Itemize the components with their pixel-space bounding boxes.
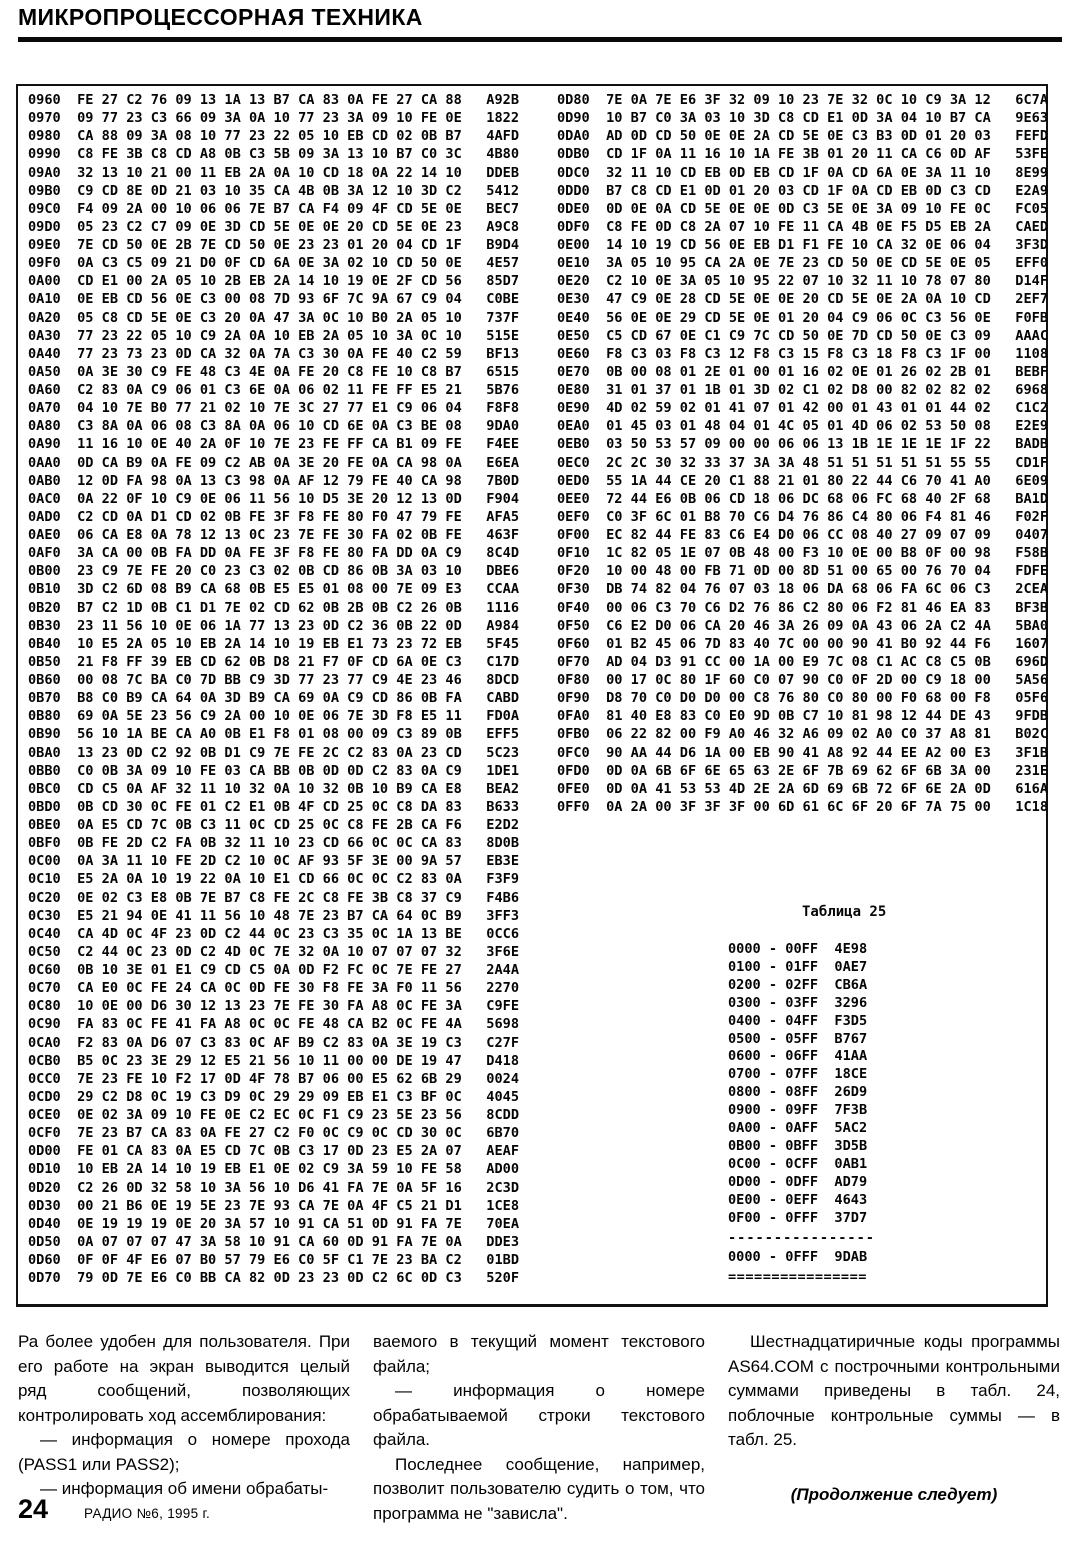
article-paragraph: Ра более удобен для пользователя. При его работе на экран выводится целый ряд сообщений, позволяющих контролировать ход ассемблирования:: [18, 1332, 350, 1425]
hex-line: 0E20 C2 10 0E 3A 05 10 95 22 07 10 32 11 10 78 07 80 D14F: [557, 273, 1049, 290]
hex-line: 0BE0 0A E5 CD 7C 0B C3 11 0C CD 25 0C C8 FE 2B CA F6 E2D2: [28, 817, 520, 833]
hex-line: 0B50 21 F8 FF 39 EB CD 62 0B D8 21 F7 0F CD 6A 0E C3 C17D: [28, 653, 520, 670]
hex-line: 0970 09 77 23 C3 66 09 3A 0A 10 77 23 3A 09 10 FE 0E 1822: [28, 110, 520, 127]
hex-line: 0B70 B8 C0 B9 CA 64 0A 3D B9 CA 69 0A C9 CD 86 0B FA CABD: [28, 690, 520, 707]
hex-line: 0C30 E5 21 94 0E 41 11 56 10 48 7E 23 B7 CA 64 0C B9 3FF3: [28, 907, 520, 924]
hex-line: 0A00 CD E1 00 2A 05 10 2B EB 2A 14 10 19 0E 2F CD 56 85D7: [28, 273, 520, 290]
hex-line: 0DC0 32 11 10 CD EB 0D EB CD 1F 0A CD 6A 0E 3A 11 10 8E99: [557, 164, 1049, 181]
hex-line: 0DB0 CD 1F 0A 11 16 10 1A FE 3B 01 20 11 CA C6 0D AF 53FE: [557, 146, 1049, 163]
hex-line: 0E50 C5 CD 67 0E C1 C9 7C CD 50 0E 7D CD 50 0E C3 09 AAAC: [557, 327, 1049, 344]
hex-line: 0F30 DB 74 82 04 76 07 03 18 06 DA 68 06 FA 6C 06 C3 2CEA: [557, 581, 1049, 598]
hex-line: 0B10 3D C2 6D 08 B9 CA 68 0B E5 E5 01 08 00 7E 09 E3 CCAA: [28, 581, 520, 598]
hex-line: 0DD0 B7 C8 CD E1 0D 01 20 03 CD 1F 0A CD EB 0D C3 CD E2A9: [557, 182, 1049, 199]
hex-line: 0E90 4D 02 59 02 01 41 07 01 42 00 01 43 01 01 44 02 C1C2: [557, 400, 1049, 417]
hex-line: 0E80 31 01 37 01 1B 01 3D 02 C1 02 D8 00 82 02 82 02 6968: [557, 382, 1049, 398]
hex-line: 0AD0 C2 CD 0A D1 CD 02 0B FE 3F F8 FE 80 F0 47 79 FE AFA5: [28, 508, 520, 525]
hex-line: 09E0 7E CD 50 0E 2B 7E CD 50 0E 23 23 01 20 04 CD 1F B9D4: [28, 237, 520, 253]
hex-listing-box: [16, 84, 1048, 1307]
block-checksum-row: 0100 - 01FF 0AE7: [728, 958, 868, 975]
article-paragraph: — информация о номере прохода (PASS1 или PASS2);: [18, 1430, 350, 1474]
section-masthead: [18, 4, 1062, 42]
block-checksum-row: 0B00 - 0BFF 3D5B: [728, 1137, 868, 1154]
hex-line: 0E60 F8 C3 03 F8 C3 12 F8 C3 15 F8 C3 18 F8 C3 1F 00 1108: [557, 345, 1049, 362]
hex-line: 0E40 56 0E 0E 29 CD 5E 0E 01 20 04 C9 06 0C C3 56 0E F0FB: [557, 309, 1049, 326]
hex-line: 0DA0 AD 0D CD 50 0E 0E 2A CD 5E 0E C3 B3 0D 01 20 03 FEFD: [557, 128, 1049, 145]
hex-line: 0FA0 81 40 E8 83 C0 E0 9D 0B C7 10 81 98 12 44 DE 43 9FDB: [557, 708, 1049, 725]
block-checksum-row: 0900 - 09FF 7F3B: [728, 1102, 868, 1119]
hex-line: 0AA0 0D CA B9 0A FE 09 C2 AB 0A 3E 20 FE 0A CA 98 0A E6EA: [28, 454, 520, 471]
hex-line: 0D80 7E 0A 7E E6 3F 32 09 10 23 7E 32 0C 10 C9 3A 12 6C7A: [557, 92, 1049, 108]
article-paragraph: Последнее сообщение, например, позволит пользователю судить о том, что программа не "зависла".: [373, 1454, 705, 1523]
block-checksum-row: 0500 - 05FF B767: [728, 1030, 868, 1047]
hex-line: 0C20 0E 02 C3 E8 0B 7E B7 C8 FE 2C C8 FE 3B C8 37 C9 F4B6: [28, 889, 520, 906]
block-checksum-row: 0A00 - 0AFF 5AC2: [728, 1120, 868, 1137]
block-checksum-row: 0600 - 06FF 41AA: [728, 1048, 868, 1065]
block-checksum-row: 0F00 - 0FFF 37D7: [728, 1209, 868, 1226]
hex-line: 0D10 10 EB 2A 14 10 19 EB E1 0E 02 C9 3A 59 10 FE 58 AD00: [28, 1161, 520, 1178]
page-footer: [18, 1494, 210, 1525]
hex-line: 0CD0 29 C2 D8 0C 19 C3 D9 0C 29 29 09 EB E1 C3 BF 0C 4045: [28, 1088, 520, 1105]
hex-line: 0ED0 55 1A 44 CE 20 C1 88 21 01 80 22 44 C6 70 41 A0 6E09: [557, 472, 1049, 489]
hex-line: 0FE0 0D 0A 41 53 53 4D 2E 2A 6D 69 6B 72 6F 6E 2A 0D 616A: [557, 780, 1049, 797]
hex-line: 0FB0 06 22 82 00 F9 A0 46 32 A6 09 02 A0 C0 37 A8 81 B02C: [557, 726, 1049, 743]
hex-line: 0E10 3A 05 10 95 CA 2A 0E 7E 23 CD 50 0E CD 5E 0E 05 EFF0: [557, 255, 1049, 272]
hex-line: 0B30 23 11 56 10 0E 06 1A 77 13 23 0D C2 36 0B 22 0D A984: [28, 617, 520, 634]
hex-line: 0C40 CA 4D 0C 4F 23 0D C2 44 0C 23 C3 35 0C 1A 13 BE 0CC6: [28, 925, 520, 942]
hex-line: 0AB0 12 0D FA 98 0A 13 C3 98 0A AF 12 79 FE 40 CA 98 7B0D: [28, 472, 520, 489]
hex-line: 0A60 C2 83 0A C9 06 01 C3 6E 0A 06 02 11 FE FF E5 21 5B76: [28, 382, 520, 398]
hex-line: 0EB0 03 50 53 57 09 00 00 06 06 13 1B 1E 1E 1E 1F 22 BADB: [557, 436, 1049, 453]
page-number: 24: [18, 1494, 49, 1524]
hex-line: 0F90 D8 70 C0 D0 D0 00 C8 76 80 C0 80 00 F0 68 00 F8 05F6: [557, 690, 1049, 707]
hex-line: 0BC0 CD C5 0A AF 32 11 10 32 0A 10 32 0B 10 B9 CA E8 BEA2: [28, 780, 520, 797]
article-column-3: [728, 1330, 1060, 1526]
block-checksum-row: 0300 - 03FF 3296: [728, 994, 868, 1011]
hex-line: 0BF0 0B FE 2D C2 FA 0B 32 11 10 23 CD 66 0C 0C CA 83 8D0B: [28, 835, 520, 852]
hex-line: 0FF0 0A 2A 00 3F 3F 3F 00 6D 61 6C 6F 20 6F 7A 75 00 1C18: [557, 798, 1049, 815]
hex-line: 0D50 0A 07 07 07 47 3A 58 10 91 CA 60 0D 91 FA 7E 0A DDE3: [28, 1233, 520, 1250]
hex-line: 0A50 0A 3E 30 C9 FE 48 C3 4E 0A FE 20 C8 FE 10 C8 B7 6515: [28, 363, 520, 380]
hex-line: 0B60 00 08 7C BA C0 7D BB C9 3D 77 23 77 C9 4E 23 46 8DCD: [28, 672, 520, 688]
article-paragraph: ваемого в текущий момент текстового файла;: [373, 1332, 705, 1376]
hex-line: 0DE0 0D 0E 0A CD 5E 0E 0E 0D C3 5E 0E 3A 09 10 FE 0C FC05: [557, 200, 1049, 217]
article-column-2: [373, 1330, 705, 1526]
hex-line: 0D20 C2 26 0D 32 58 10 3A 56 10 D6 41 FA 7E 0A 5F 16 2C3D: [28, 1179, 520, 1196]
article-paragraph: Шестнадцатиричные коды программы AS64.COM с построчными контрольными суммами приведены в табл. 24, поблочные контрольные суммы — в табл. 25.: [728, 1332, 1060, 1449]
hex-line: 0C10 E5 2A 0A 10 19 22 0A 10 E1 CD 66 0C 0C C2 83 0A F3F9: [28, 871, 520, 888]
hex-line: 0CE0 0E 02 3A 09 10 FE 0E C2 EC 0C F1 C9 23 5E 23 56 8CDD: [28, 1107, 520, 1123]
hex-line: 0A10 0E EB CD 56 0E C3 00 08 7D 93 6F 7C 9A 67 C9 04 C0BE: [28, 291, 520, 308]
article-paragraph: — информация об имени обрабаты-: [40, 1479, 329, 1498]
hex-line: 0B20 B7 C2 1D 0B C1 D1 7E 02 CD 62 0B 2B 0B C2 26 0B 1116: [28, 599, 520, 616]
hex-line: 0B90 56 10 1A BE CA A0 0B E1 F8 01 08 00 09 C3 89 0B EFF5: [28, 726, 520, 743]
hex-line: 0F60 01 B2 45 06 7D 83 40 7C 00 00 90 41 B0 92 44 F6 1607: [557, 635, 1049, 652]
hex-line: 09D0 05 23 C2 C7 09 0E 3D CD 5E 0E 0E 20 CD 5E 0E 23 A9C8: [28, 218, 520, 235]
hex-line: 0A40 77 23 73 23 0D CA 32 0A 7A C3 30 0A FE 40 C2 59 BF13: [28, 345, 520, 362]
hex-line: 0FC0 90 AA 44 D6 1A 00 EB 90 41 A8 92 44 EE A2 00 E3 3F1B: [557, 744, 1049, 761]
block-checksum-row: 0000 - 00FF 4E98: [728, 941, 868, 957]
hex-line: 09F0 0A C3 C5 09 21 D0 0F CD 6A 0E 3A 02 10 CD 50 0E 4E57: [28, 255, 520, 272]
hex-line: 0F20 10 00 48 00 FB 71 0D 00 8D 51 00 65 00 76 70 04 FDFE: [557, 563, 1049, 580]
hex-line: 0980 CA 88 09 3A 08 10 77 23 22 05 10 EB CD 02 0B B7 4AFD: [28, 128, 520, 145]
hex-line: 0D60 0F 0F 4F E6 07 B0 57 79 E6 C0 5F C1 7E 23 BA C2 01BD: [28, 1252, 520, 1268]
hex-line: 0BD0 0B CD 30 0C FE 01 C2 E1 0B 4F CD 25 0C C8 DA 83 B633: [28, 798, 520, 815]
hex-line: 0D90 10 B7 C0 3A 03 10 3D C8 CD E1 0D 3A 04 10 B7 CA 9E63: [557, 110, 1049, 127]
hex-line: 0AF0 3A CA 00 0B FA DD 0A FE 3F F8 FE 80 FA DD 0A C9 8C4D: [28, 545, 520, 562]
hex-line: 0BB0 C0 0B 3A 09 10 FE 03 CA BB 0B 0D 0D C2 83 0A C9 1DE1: [28, 762, 520, 779]
hex-line: 0C80 10 0E 00 D6 30 12 13 23 7E FE 30 FA A8 0C FE 3A C9FE: [28, 998, 520, 1015]
hex-line: 0F40 00 06 C3 70 C6 D2 76 86 C2 80 06 F2 81 46 EA 83 BF3B: [557, 599, 1049, 616]
hex-line: 0EA0 01 45 03 01 48 04 01 4C 05 01 4D 06 02 53 50 08 E2E9: [557, 418, 1049, 435]
block-checksum-row: 0400 - 04FF F3D5: [728, 1012, 868, 1029]
block-checksum-row: 0700 - 07FF 18CE: [728, 1066, 868, 1083]
hex-line: 0CB0 B5 0C 23 3E 29 12 E5 21 56 10 11 00 00 DE 19 47 D418: [28, 1052, 520, 1069]
block-checksum-row: 0C00 - 0CFF 0AB1: [728, 1155, 868, 1172]
hex-line: 0D00 FE 01 CA 83 0A E5 CD 7C 0B C3 17 0D 23 E5 2A 07 AEAF: [28, 1143, 520, 1160]
hex-line: 0D70 79 0D 7E E6 C0 BB CA 82 0D 23 23 0D C2 6C 0D C3 520F: [28, 1270, 520, 1287]
block-checksum-row: 0800 - 08FF 26D9: [728, 1084, 868, 1101]
hex-line: 0CA0 F2 83 0A D6 07 C3 83 0C AF B9 C2 83 0A 3E 19 C3 C27F: [28, 1034, 520, 1051]
magazine-credit: РАДИО №6, 1995 г.: [84, 1506, 211, 1521]
hex-listing-column-right: [557, 91, 1048, 816]
block-checksum-row: 0E00 - 0EFF 4643: [728, 1191, 868, 1208]
hex-line: 0E00 14 10 19 CD 56 0E EB D1 F1 FE 10 CA 32 0E 06 04 3F3D: [557, 237, 1049, 253]
hex-line: 0E30 47 C9 0E 28 CD 5E 0E 0E 20 CD 5E 0E 2A 0A 10 CD 2EF7: [557, 291, 1049, 308]
hex-line: 0C90 FA 83 0C FE 41 FA A8 0C 0C FE 48 CA B2 0C FE 4A 5698: [28, 1016, 520, 1033]
hex-line: 0A30 77 23 22 05 10 C9 2A 0A 10 EB 2A 05 10 3A 0C 10 515E: [28, 327, 520, 344]
hex-line: 0BA0 13 23 0D C2 92 0B D1 C9 7E FE 2C C2 83 0A 23 CD 5C23: [28, 744, 520, 761]
hex-line: 0990 C8 FE 3B C8 CD A8 0B C3 5B 09 3A 13 10 B7 C0 3C 4B80: [28, 146, 520, 163]
hex-line: 0C60 0B 10 3E 01 E1 C9 CD C5 0A 0D F2 FC 0C 7E FE 27 2A4A: [28, 962, 520, 978]
hex-line: 0A20 05 C8 CD 5E 0E C3 20 0A 47 3A 0C 10 B0 2A 05 10 737F: [28, 309, 520, 326]
hex-line: 0F00 EC 82 44 FE 83 C6 E4 D0 06 CC 08 40 27 09 07 09 0407: [557, 527, 1049, 543]
section-title: МИКРОПРОЦЕССОРНАЯ ТЕХНИКА: [18, 4, 423, 30]
table-separator: ----------------: [728, 1229, 875, 1246]
hex-line: 0A90 11 16 10 0E 40 2A 0F 10 7E 23 FE FF CA B1 09 FE F4EE: [28, 436, 520, 453]
hex-line: 0CF0 7E 23 B7 CA 83 0A FE 27 C2 F0 0C C9 0C CD 30 0C 6B70: [28, 1125, 520, 1142]
hex-line: 0CC0 7E 23 FE 10 F2 17 0D 4F 78 B7 06 00 E5 62 6B 29 0024: [28, 1070, 520, 1087]
hex-line: 0C00 0A 3A 11 10 FE 2D C2 10 0C AF 93 5F 3E 00 9A 57 EB3E: [28, 853, 520, 870]
table-caption: Таблица 25: [802, 904, 887, 920]
hex-line: 0B00 23 C9 7E FE 20 C0 23 C3 02 0B CD 86 0B 3A 03 10 DBE6: [28, 563, 520, 580]
hex-line: 0C70 CA E0 0C FE 24 CA 0C 0D FE 30 F8 FE 3A F0 11 56 2270: [28, 980, 520, 997]
hex-line: 0F50 C6 E2 D0 06 CA 20 46 3A 26 09 0A 43 06 2A C2 4A 5BA0: [557, 617, 1049, 634]
hex-line: 0EE0 72 44 E6 0B 06 CD 18 06 DC 68 06 FC 68 40 2F 68 BA1D: [557, 490, 1049, 507]
hex-line: 0B80 69 0A 5E 23 56 C9 2A 00 10 0E 06 7E 3D F8 E5 11 FD0A: [28, 708, 520, 725]
hex-line: 0AE0 06 CA E8 0A 78 12 13 0C 23 7E FE 30 FA 02 0B FE 463F: [28, 527, 520, 543]
hex-line: 0E70 0B 00 08 01 2E 01 00 01 16 02 0E 01 26 02 2B 01 BEBF: [557, 363, 1049, 380]
table-footer-rule: ================: [728, 1269, 867, 1286]
hex-line: 0F70 AD 04 D3 91 CC 00 1A 00 E9 7C 08 C1 AC C8 C5 0B 696D: [557, 653, 1049, 670]
table-rows: [728, 941, 948, 1228]
article-paragraph: (Продолжение следует): [790, 1484, 998, 1504]
hex-line: 09C0 F4 09 2A 00 10 06 06 7E B7 CA F4 09 4F CD 5E 0E BEC7: [28, 200, 520, 217]
hex-line: 0960 FE 27 C2 76 09 13 1A 13 B7 CA 83 0A FE 27 CA 88 A92B: [28, 92, 520, 108]
table-total-row: 0000 - 0FFF 9DAB: [728, 1248, 868, 1265]
hex-line: 0D40 0E 19 19 19 0E 20 3A 57 10 91 CA 51 0D 91 FA 7E 70EA: [28, 1215, 520, 1232]
hex-line: 0A80 C3 8A 0A 06 08 C3 8A 0A 06 10 CD 6E 0A C3 BE 08 9DA0: [28, 418, 520, 435]
hex-line: 0DF0 C8 FE 0D C8 2A 07 10 FE 11 CA 4B 0E F5 D5 EB 2A CAED: [557, 218, 1049, 235]
article-paragraph: — информация о номере обрабатываемой строки текстового файла.: [373, 1381, 705, 1449]
block-checksum-row: 0200 - 02FF CB6A: [728, 976, 868, 993]
hex-line: 0D30 00 21 B6 0E 19 5E 23 7E 93 CA 7E 0A 4F C5 21 D1 1CE8: [28, 1197, 520, 1214]
hex-line: 0AC0 0A 22 0F 10 C9 0E 06 11 56 10 D5 3E 20 12 13 0D F904: [28, 490, 520, 507]
hex-line: 0FD0 0D 0A 6B 6F 6E 65 63 2E 6F 7B 69 62 6F 6B 3A 00 231E: [557, 762, 1049, 779]
hex-line: 0F80 00 17 0C 80 1F 60 C0 07 90 C0 0F 2D 00 C9 18 00 5A56: [557, 672, 1049, 688]
hex-line: 0EC0 2C 2C 30 32 33 37 3A 3A 48 51 51 51 51 51 55 55 CD1F: [557, 454, 1049, 471]
hex-line: 0A70 04 10 7E B0 77 21 02 10 7E 3C 27 77 E1 C9 06 04 F8F8: [28, 400, 520, 417]
hex-line: 09B0 C9 CD 8E 0D 21 03 10 35 CA 4B 0B 3A 12 10 3D C2 5412: [28, 182, 520, 199]
hex-line: 0EF0 C0 3F 6C 01 B8 70 C6 D4 76 86 C4 80 06 F4 81 46 F02F: [557, 508, 1049, 525]
hex-line: 0F10 1C 82 05 1E 07 0B 48 00 F3 10 0E 00 B8 0F 00 98 F58B: [557, 545, 1049, 562]
masthead-rule: [18, 37, 1062, 42]
block-checksum-row: 0D00 - 0DFF AD79: [728, 1173, 868, 1190]
hex-line: 0C50 C2 44 0C 23 0D C2 4D 0C 7E 32 0A 10 07 07 07 32 3F6E: [28, 943, 520, 960]
hex-listing-column-left: [28, 91, 519, 1287]
hex-line: 09A0 32 13 10 21 00 11 EB 2A 0A 10 CD 18 0A 22 14 10 DDEB: [28, 164, 520, 181]
block-checksum-table: [728, 904, 948, 1285]
hex-line: 0B40 10 E5 2A 05 10 EB 2A 14 10 19 EB E1 73 23 72 EB 5F45: [28, 635, 520, 652]
